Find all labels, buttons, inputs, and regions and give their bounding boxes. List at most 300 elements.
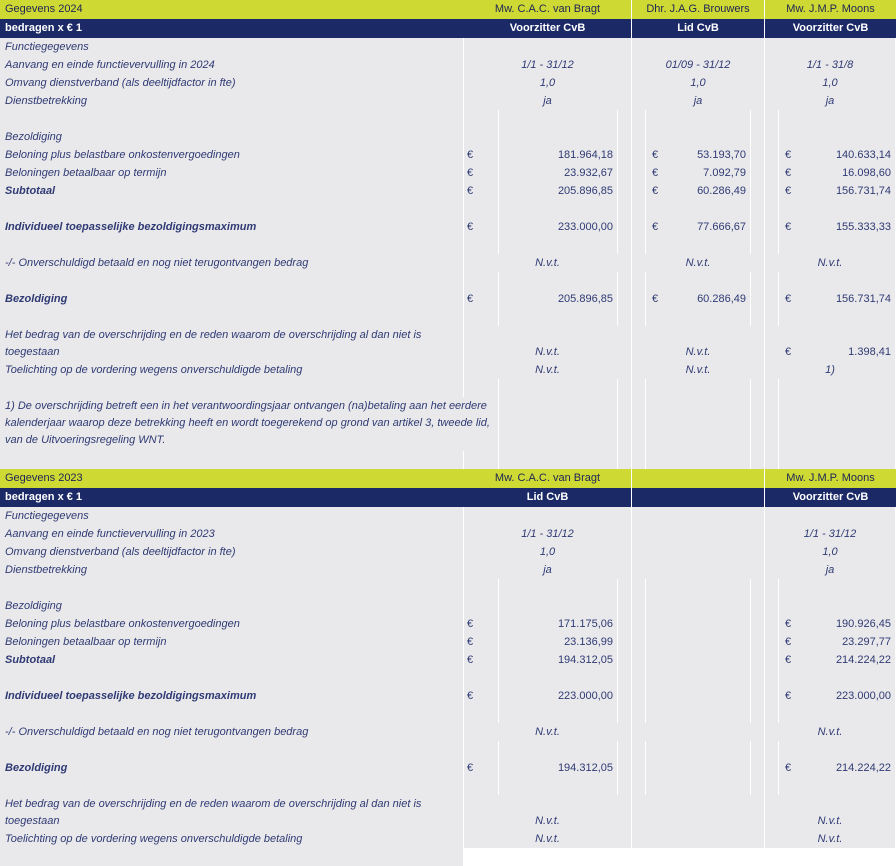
empty-cell: [499, 128, 618, 146]
currency-symbol: €: [785, 654, 792, 666]
currency-symbol: €: [464, 290, 499, 308]
amount-cell: [499, 146, 618, 164]
empty-cell: [646, 741, 751, 759]
empty-cell: [618, 146, 632, 164]
currency-symbol: €: [785, 149, 792, 161]
value-cell: 1,0: [464, 74, 632, 92]
empty-cell: [464, 741, 499, 759]
row-label: Dienstbetrekking: [0, 92, 464, 110]
empty-cell: [499, 308, 618, 326]
amount-value: 190.926,45: [835, 618, 891, 630]
empty-cell: [751, 236, 765, 254]
empty-cell: [751, 451, 765, 469]
empty-cell: [618, 597, 632, 615]
subtotaal-row: [0, 651, 896, 669]
row-label: Bezoldiging: [0, 759, 464, 777]
value-cell: N.v.t.: [765, 254, 896, 272]
value-cell: [632, 525, 765, 543]
amount-cell: [646, 290, 751, 308]
empty-cell: [499, 200, 618, 218]
beloning-row: [0, 615, 896, 633]
empty-cell: [751, 759, 765, 777]
currency-symbol: €: [464, 687, 499, 705]
empty-cell: [765, 669, 779, 687]
amount-value: 205.896,85: [557, 185, 613, 197]
currency-symbol: €: [652, 149, 659, 161]
empty-cell: [499, 110, 618, 128]
empty-cell: [779, 128, 896, 146]
currency-symbol: €: [785, 636, 792, 648]
omvang-row: [0, 74, 896, 92]
empty-cell: [464, 777, 499, 795]
empty-cell: [632, 705, 646, 723]
empty-cell: [632, 38, 765, 56]
empty-cell: [765, 633, 779, 651]
amount-cell: [499, 615, 618, 633]
amount-value: 23.136,99: [564, 636, 613, 648]
empty-cell: [464, 38, 632, 56]
currency-symbol: €: [785, 185, 792, 197]
empty-cell: [765, 759, 779, 777]
amount-unit-label: bedragen x € 1: [0, 19, 464, 38]
amount-cell: [646, 687, 751, 705]
row-label: Beloning plus belastbare onkostenvergoedingen: [0, 146, 464, 164]
value-cell: [632, 830, 765, 848]
empty-cell: [618, 110, 632, 128]
amount-value: 53.193,70: [697, 149, 746, 161]
empty-cell: [646, 236, 751, 254]
row-label: Individueel toepasselijke bezoldigingsmaximum: [0, 218, 464, 236]
value-cell: 1/1 - 31/8: [765, 56, 896, 74]
empty-cell: [779, 777, 896, 795]
empty-cell: [751, 651, 765, 669]
year-header-row: [0, 469, 896, 488]
empty-cell: [646, 597, 751, 615]
overschrijding-row: [0, 326, 896, 361]
spacer-row: [0, 236, 896, 254]
amount-value: 223.000,00: [835, 690, 891, 702]
role-label: [632, 488, 764, 507]
row-label: [0, 379, 464, 397]
row-label: [0, 451, 464, 469]
overschrijding-row: [0, 795, 896, 830]
row-label: Functiegegevens: [0, 38, 464, 56]
value-cell: N.v.t.: [632, 254, 765, 272]
empty-cell: [632, 451, 646, 469]
person-name: Mw. J.M.P. Moons: [765, 469, 896, 488]
empty-cell: [499, 272, 618, 290]
empty-cell: [632, 741, 646, 759]
currency-symbol: €: [464, 218, 499, 236]
year-header-row: [0, 0, 896, 19]
empty-cell: [499, 379, 618, 397]
empty-cell: [632, 759, 646, 777]
empty-cell: [618, 164, 632, 182]
row-label: [0, 777, 464, 795]
currency-symbol: €: [652, 185, 659, 197]
empty-cell: [464, 379, 499, 397]
empty-cell: [751, 128, 765, 146]
row-label: Omvang dienstverband (als deeltijdfactor in fte): [0, 74, 464, 92]
empty-cell: [646, 777, 751, 795]
empty-cell: [765, 397, 779, 451]
value-cell: N.v.t.: [464, 795, 632, 830]
empty-cell: [464, 451, 499, 469]
dienstbetrekking-row: [0, 92, 896, 110]
amount-cell: [779, 218, 896, 236]
empty-cell: [632, 290, 646, 308]
value-cell: N.v.t.: [765, 723, 896, 741]
empty-cell: [632, 200, 646, 218]
amount-cell: [646, 633, 751, 651]
empty-cell: [618, 182, 632, 200]
amount-value: 194.312,05: [557, 654, 613, 666]
amount-cell: [779, 290, 896, 308]
value-cell: 1): [765, 361, 896, 379]
currency-symbol: €: [785, 293, 792, 305]
maximum-row: [0, 218, 896, 236]
amount-value: 214.224,22: [835, 762, 891, 774]
empty-cell: [632, 687, 646, 705]
value-cell: [632, 561, 765, 579]
role-label: Lid CvB: [632, 19, 764, 38]
empty-cell: [464, 579, 499, 597]
role-label: Lid CvB: [464, 488, 631, 507]
empty-cell: [751, 633, 765, 651]
currency-symbol: €: [464, 651, 499, 669]
spacer-row: [0, 848, 896, 866]
row-label: Het bedrag van de overschrijding en de reden waarom de overschrijding al dan niet is toegestaan: [0, 326, 464, 361]
spacer-row: [0, 705, 896, 723]
empty-cell: [751, 397, 765, 451]
empty-cell: [632, 128, 646, 146]
value-cell: N.v.t.: [632, 361, 765, 379]
empty-cell: [646, 379, 751, 397]
empty-cell: [618, 777, 632, 795]
amount-cell: [499, 633, 618, 651]
empty-cell: [779, 451, 896, 469]
row-label: [0, 308, 464, 326]
empty-cell: [765, 236, 779, 254]
empty-cell: [765, 507, 896, 525]
empty-cell: [618, 290, 632, 308]
row-label: Bezoldiging: [0, 290, 464, 308]
row-label: [0, 236, 464, 254]
currency-symbol: €: [464, 182, 499, 200]
amount-value: 205.896,85: [557, 293, 613, 305]
amount-cell: [779, 687, 896, 705]
toelichting-row: [0, 830, 896, 848]
empty-cell: [618, 236, 632, 254]
amount-cell: [779, 633, 896, 651]
amount-value: 233.000,00: [557, 221, 613, 233]
empty-cell: [765, 110, 779, 128]
empty-cell: [632, 110, 646, 128]
empty-cell: [751, 110, 765, 128]
empty-cell: [632, 615, 646, 633]
termijn-row: [0, 164, 896, 182]
empty-cell: [779, 110, 896, 128]
row-label: Omvang dienstverband (als deeltijdfactor in fte): [0, 543, 464, 561]
empty-cell: [751, 615, 765, 633]
empty-cell: [499, 579, 618, 597]
footnote-row: [0, 397, 896, 451]
amount-cell: [646, 182, 751, 200]
empty-cell: [779, 379, 896, 397]
functiegegevens-row: [0, 38, 896, 56]
empty-cell: [618, 633, 632, 651]
row-label: [0, 705, 464, 723]
empty-cell: [632, 164, 646, 182]
empty-cell: [765, 705, 779, 723]
empty-cell: [618, 687, 632, 705]
empty-cell: [464, 669, 499, 687]
currency-symbol: €: [464, 146, 499, 164]
amount-cell: [499, 218, 618, 236]
amount-cell: [779, 164, 896, 182]
empty-cell: [765, 615, 779, 633]
currency-symbol: €: [652, 293, 659, 305]
spacer-row: [0, 379, 896, 397]
amount-value: 23.932,67: [564, 167, 613, 179]
row-label: [0, 848, 464, 866]
dienstbetrekking-row: [0, 561, 896, 579]
empty-cell: [779, 597, 896, 615]
empty-cell: [464, 272, 499, 290]
spacer-row: [0, 200, 896, 218]
year-header: Gegevens 2024: [0, 0, 464, 19]
amount-unit-label: bedragen x € 1: [0, 488, 464, 507]
amount-cell: [779, 615, 896, 633]
subtotaal-row: [0, 182, 896, 200]
empty-cell: [632, 379, 646, 397]
empty-cell: [751, 597, 765, 615]
empty-cell: [751, 146, 765, 164]
person-name: Mw. C.A.C. van Bragt: [464, 469, 631, 488]
person-name: Mw. J.M.P. Moons: [765, 0, 896, 19]
empty-cell: [765, 579, 779, 597]
aanvang-row: [0, 56, 896, 74]
currency-symbol: €: [464, 615, 499, 633]
currency-symbol: €: [785, 690, 792, 702]
empty-cell: [464, 128, 499, 146]
value-cell: 1,0: [765, 74, 896, 92]
empty-cell: [765, 308, 779, 326]
person-name: Mw. C.A.C. van Bragt: [464, 0, 631, 19]
amount-value: 181.964,18: [557, 149, 613, 161]
empty-cell: [751, 164, 765, 182]
empty-cell: [779, 272, 896, 290]
amount-cell: [499, 182, 618, 200]
currency-symbol: €: [785, 762, 792, 774]
empty-cell: [765, 164, 779, 182]
empty-cell: [751, 290, 765, 308]
empty-cell: [751, 308, 765, 326]
amount-cell: [646, 146, 751, 164]
empty-cell: [632, 236, 646, 254]
empty-cell: [751, 272, 765, 290]
empty-cell: [779, 236, 896, 254]
amount-value: 23.297,77: [842, 636, 891, 648]
amount-value: 156.731,74: [835, 185, 891, 197]
empty-cell: [646, 110, 751, 128]
empty-cell: [632, 218, 646, 236]
role-label: Voorzitter CvB: [464, 19, 631, 38]
empty-cell: [765, 777, 779, 795]
row-label: Het bedrag van de overschrijding en de reden waarom de overschrijding al dan niet is toegestaan: [0, 795, 464, 830]
currency-symbol: €: [785, 221, 792, 233]
empty-cell: [646, 705, 751, 723]
value-cell: N.v.t.: [464, 254, 632, 272]
empty-cell: [464, 308, 499, 326]
empty-cell: [765, 218, 779, 236]
currency-symbol: €: [785, 346, 792, 358]
empty-cell: [632, 597, 646, 615]
empty-cell: [646, 451, 751, 469]
empty-cell: [632, 397, 646, 451]
row-label: Beloningen betaalbaar op termijn: [0, 164, 464, 182]
empty-cell: [618, 200, 632, 218]
empty-cell: [751, 218, 765, 236]
value-cell: 1,0: [765, 543, 896, 561]
amount-value: 156.731,74: [835, 293, 891, 305]
empty-cell: [464, 705, 499, 723]
amount-cell: [646, 164, 751, 182]
empty-cell: [618, 615, 632, 633]
row-label: Toelichting op de vordering wegens onverschuldigde betaling: [0, 361, 464, 379]
currency-symbol: €: [464, 633, 499, 651]
empty-cell: [779, 741, 896, 759]
row-label: [0, 741, 464, 759]
value-cell: ja: [464, 92, 632, 110]
maximum-row: [0, 687, 896, 705]
empty-cell: [464, 200, 499, 218]
empty-cell: [618, 579, 632, 597]
amount-cell: [779, 651, 896, 669]
amount-cell: [499, 651, 618, 669]
value-cell: ja: [632, 92, 765, 110]
value-cell: N.v.t.: [464, 326, 632, 361]
value-cell: [765, 326, 896, 361]
row-label: [0, 579, 464, 597]
value-cell: 01/09 - 31/12: [632, 56, 765, 74]
empty-cell: [765, 597, 779, 615]
empty-cell: [751, 579, 765, 597]
amount-value: 214.224,22: [835, 654, 891, 666]
spacer-row: [0, 451, 896, 469]
empty-cell: [765, 290, 779, 308]
spacer-row: [0, 669, 896, 687]
row-label: [0, 272, 464, 290]
value-cell: ja: [765, 561, 896, 579]
row-label: Individueel toepasselijke bezoldigingsmaximum: [0, 687, 464, 705]
empty-cell: [464, 236, 499, 254]
empty-cell: [632, 272, 646, 290]
empty-cell: [751, 200, 765, 218]
empty-cell: [779, 579, 896, 597]
termijn-row: [0, 633, 896, 651]
empty-cell: [618, 272, 632, 290]
value-cell: ja: [765, 92, 896, 110]
empty-cell: [618, 451, 632, 469]
role-label: Voorzitter CvB: [765, 19, 896, 38]
empty-cell: [779, 308, 896, 326]
value-cell: [632, 795, 765, 830]
empty-cell: [499, 669, 618, 687]
row-label: Bezoldiging: [0, 597, 464, 615]
amount-cell: [499, 164, 618, 182]
value-cell: ja: [464, 561, 632, 579]
empty-cell: [499, 705, 618, 723]
empty-cell: [632, 651, 646, 669]
empty-cell: [632, 308, 646, 326]
empty-cell: [499, 451, 618, 469]
currency-symbol: €: [785, 618, 792, 630]
bezoldiging-row: [0, 290, 896, 308]
role-row: [0, 19, 896, 38]
bezoldiging-row: [0, 759, 896, 777]
row-label: Subtotaal: [0, 182, 464, 200]
onverschuldigd-row: [0, 254, 896, 272]
empty-cell: [779, 705, 896, 723]
row-label: Beloning plus belastbare onkostenvergoedingen: [0, 615, 464, 633]
empty-cell: [646, 397, 751, 451]
empty-cell: [751, 687, 765, 705]
spacer-row: [0, 579, 896, 597]
bezoldiging-header-row: [0, 128, 896, 146]
amount-value: 77.666,67: [697, 221, 746, 233]
empty-cell: [618, 397, 632, 451]
empty-cell: [646, 579, 751, 597]
currency-symbol: €: [464, 759, 499, 777]
empty-cell: [618, 741, 632, 759]
empty-cell: [765, 128, 779, 146]
empty-cell: [499, 741, 618, 759]
empty-cell: [499, 236, 618, 254]
empty-cell: [646, 308, 751, 326]
amount-cell: [646, 615, 751, 633]
currency-symbol: €: [785, 167, 792, 179]
row-label: Functiegegevens: [0, 507, 464, 525]
empty-cell: [618, 651, 632, 669]
value-cell: [632, 543, 765, 561]
amount-value: 16.098,60: [842, 167, 891, 179]
empty-cell: [751, 669, 765, 687]
empty-cell: [765, 182, 779, 200]
empty-cell: [646, 272, 751, 290]
row-label: [0, 669, 464, 687]
amount-value: 171.175,06: [557, 618, 613, 630]
amount-cell: [499, 687, 618, 705]
empty-cell: [646, 128, 751, 146]
empty-cell: [499, 397, 618, 451]
amount-cell: [779, 759, 896, 777]
amount-value: 140.633,14: [835, 149, 891, 161]
person-name: [632, 469, 764, 488]
empty-cell: [632, 777, 646, 795]
spacer-row: [0, 741, 896, 759]
empty-cell: [765, 687, 779, 705]
value-cell: N.v.t.: [765, 830, 896, 848]
value-cell: N.v.t.: [464, 361, 632, 379]
empty-cell: [618, 128, 632, 146]
spacer-row: [0, 308, 896, 326]
empty-cell: [464, 597, 499, 615]
empty-cell: [618, 218, 632, 236]
empty-cell: [632, 579, 646, 597]
empty-cell: [765, 272, 779, 290]
amount-cell: [646, 651, 751, 669]
